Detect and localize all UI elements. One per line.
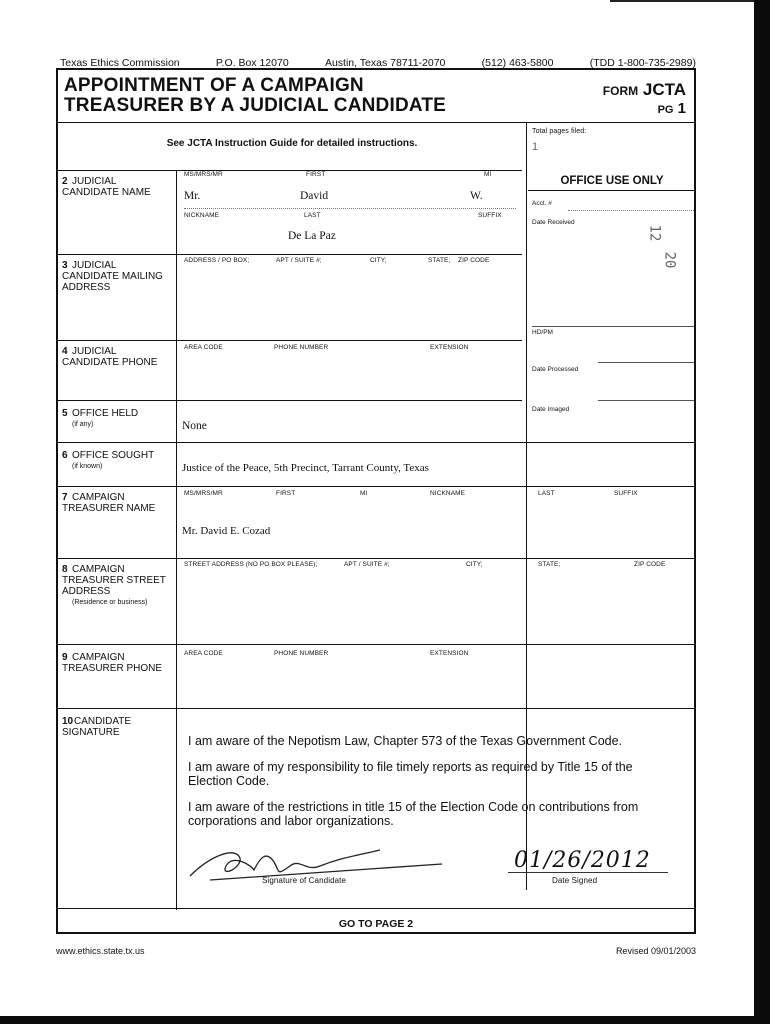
- form-code-value: JCTA: [642, 80, 686, 99]
- s3-apt-label: APT / SUITE #;: [276, 257, 322, 264]
- agency-po-box: P.O. Box 12070: [215, 57, 289, 69]
- date-received-label: Date Received: [532, 219, 575, 226]
- s7-mi-label: MI: [360, 490, 368, 497]
- s2-title-label: MS/MRS/MR: [184, 171, 223, 178]
- s2-mi-label: MI: [484, 171, 492, 178]
- statement-nepotism: I am aware of the Nepotism Law, Chapter 573 of the Texas Government Code.: [188, 734, 623, 748]
- s8-state-label: STATE;: [538, 561, 561, 568]
- received-stamp-day: 20: [661, 251, 678, 269]
- scan-border-top: [610, 0, 754, 2]
- divider-s5: [58, 442, 694, 443]
- candidate-signature: [180, 836, 460, 896]
- agency-tdd: (TDD 1-800-735-2989): [589, 57, 696, 69]
- section-10-title: 10CANDIDATE SIGNATURE: [62, 716, 132, 738]
- s7-suffix-label: SUFFIX: [614, 490, 638, 497]
- form-title-line2: TREASURER BY A JUDICIAL CANDIDATE: [64, 95, 447, 116]
- hdpm-label: HD/PM: [532, 329, 553, 336]
- candidate-mi-value: W.: [470, 190, 483, 202]
- date-signed-line: [508, 872, 668, 873]
- section-4-title: 4 JUDICIAL CANDIDATE PHONE: [62, 346, 158, 368]
- form-frame: [56, 68, 696, 934]
- scan-border-bottom: [0, 1016, 770, 1024]
- section-8-title: 8 CAMPAIGN TREASURER STREET ADDRESS (Residence or business): [62, 564, 166, 606]
- s2-first-label: FIRST: [306, 171, 326, 178]
- s8-city-label: CITY;: [466, 561, 483, 568]
- s3-zip-label: ZIP CODE: [458, 257, 490, 264]
- divider-s2: [58, 254, 522, 255]
- divider-label-column: [176, 170, 177, 910]
- total-pages-value: 1: [532, 141, 539, 153]
- signature-label: Signature of Candidate: [262, 876, 347, 885]
- s8-apt-label: APT / SUITE #;: [344, 561, 390, 568]
- go-to-page-2: GO TO PAGE 2: [338, 918, 414, 930]
- s2-suffix-label: SUFFIX: [478, 212, 502, 219]
- office-held-value: None: [182, 420, 207, 432]
- footer-revised: Revised 09/01/2003: [615, 946, 696, 956]
- section-6-title: 6 OFFICE SOUGHT (if known): [62, 450, 155, 470]
- divider-s3: [58, 340, 522, 341]
- section-7-title: 7 CAMPAIGN TREASURER NAME: [62, 492, 156, 514]
- form-title-line1: APPOINTMENT OF A CAMPAIGN: [64, 75, 364, 96]
- instructions-text: See JCTA Instruction Guide for detailed instructions.: [166, 138, 418, 149]
- treasurer-name-value: Mr. David E. Cozad: [182, 525, 271, 537]
- total-pages-label: Total pages filed: 1: [532, 128, 587, 153]
- date-imaged-label: Date Imaged: [532, 406, 570, 413]
- s3-city-label: CITY;: [370, 257, 387, 264]
- s2-dotted-line: [184, 208, 516, 209]
- divider-s6: [58, 486, 694, 487]
- section-3-title: 3 JUDICIAL CANDIDATE MAILING ADDRESS: [62, 260, 163, 293]
- form-title: [64, 76, 446, 116]
- date-processed-line: [598, 362, 694, 363]
- s3-address-label: ADDRESS / PO BOX;: [184, 257, 250, 264]
- s7-first-label: FIRST: [276, 490, 296, 497]
- candidate-last-name-value: De La Paz: [288, 230, 336, 242]
- s9-extension-label: EXTENSION: [430, 650, 469, 657]
- statement-reporting: I am aware of my responsibility to file timely reports as required by Title 15 of the Election Code.: [188, 760, 633, 788]
- received-stamp-year: 12: [646, 224, 663, 242]
- divider-s4: [58, 400, 522, 401]
- s4-extension-label: EXTENSION: [430, 344, 469, 351]
- s9-phone-label: PHONE NUMBER: [274, 650, 329, 657]
- s7-nickname-label: NICKNAME: [430, 490, 466, 497]
- page-number: [658, 100, 686, 117]
- s7-title-label: MS/MRS/MR: [184, 490, 223, 497]
- divider-s10: [58, 908, 694, 909]
- office-sought-value: Justice of the Peace, 5th Precinct, Tarrant County, Texas: [182, 462, 429, 474]
- s4-phone-label: PHONE NUMBER: [274, 344, 329, 351]
- agency-phone: (512) 463-5800: [481, 57, 554, 69]
- page-number-value: 1: [677, 100, 686, 117]
- s3-state-label: STATE;: [428, 257, 451, 264]
- page-label: PG: [657, 104, 674, 116]
- divider-s8: [58, 644, 694, 645]
- candidate-title-value: Mr.: [184, 190, 201, 202]
- section-9-title: 9 CAMPAIGN TREASURER PHONE: [62, 652, 163, 674]
- s2-last-label: LAST: [304, 212, 321, 219]
- divider-s9: [58, 708, 694, 709]
- divider-instructions: [58, 170, 522, 171]
- date-signed-value: 01/26/2012: [514, 848, 651, 873]
- divider-s7: [58, 558, 694, 559]
- section-2-title: 2 JUDICIAL CANDIDATE NAME: [62, 176, 151, 198]
- date-signed-label: Date Signed: [552, 876, 598, 885]
- hdpm-line: [532, 326, 694, 327]
- statement-contributions: I am aware of the restrictions in title 15 of the Election Code on contributions from corporations and labor organizations.: [188, 800, 639, 828]
- form-code: [603, 80, 686, 100]
- acct-number-line: [568, 210, 694, 211]
- s8-zip-label: ZIP CODE: [634, 561, 666, 568]
- office-use-only-title: OFFICE USE ONLY: [528, 172, 696, 191]
- footer-url: www.ethics.state.tx.us: [56, 946, 145, 956]
- agency-name: Texas Ethics Commission: [60, 57, 180, 69]
- date-processed-label: Date Processed: [532, 366, 579, 373]
- section-5-title: 5 OFFICE HELD (if any): [62, 408, 139, 428]
- s7-last-label: LAST: [538, 490, 555, 497]
- acct-number-label: Acct. #: [532, 200, 552, 207]
- s8-street-label: STREET ADDRESS (NO PO BOX PLEASE);: [184, 561, 318, 568]
- date-imaged-line: [598, 400, 694, 401]
- scan-border-right: [754, 0, 770, 1024]
- s4-area-code-label: AREA CODE: [184, 344, 223, 351]
- s9-area-code-label: AREA CODE: [184, 650, 223, 657]
- s2-nickname-label: NICKNAME: [184, 212, 220, 219]
- form-label: FORM: [602, 84, 639, 98]
- candidate-first-name-value: David: [300, 190, 329, 202]
- agency-city: Austin, Texas 78711-2070: [324, 57, 446, 69]
- divider-title: [58, 122, 694, 123]
